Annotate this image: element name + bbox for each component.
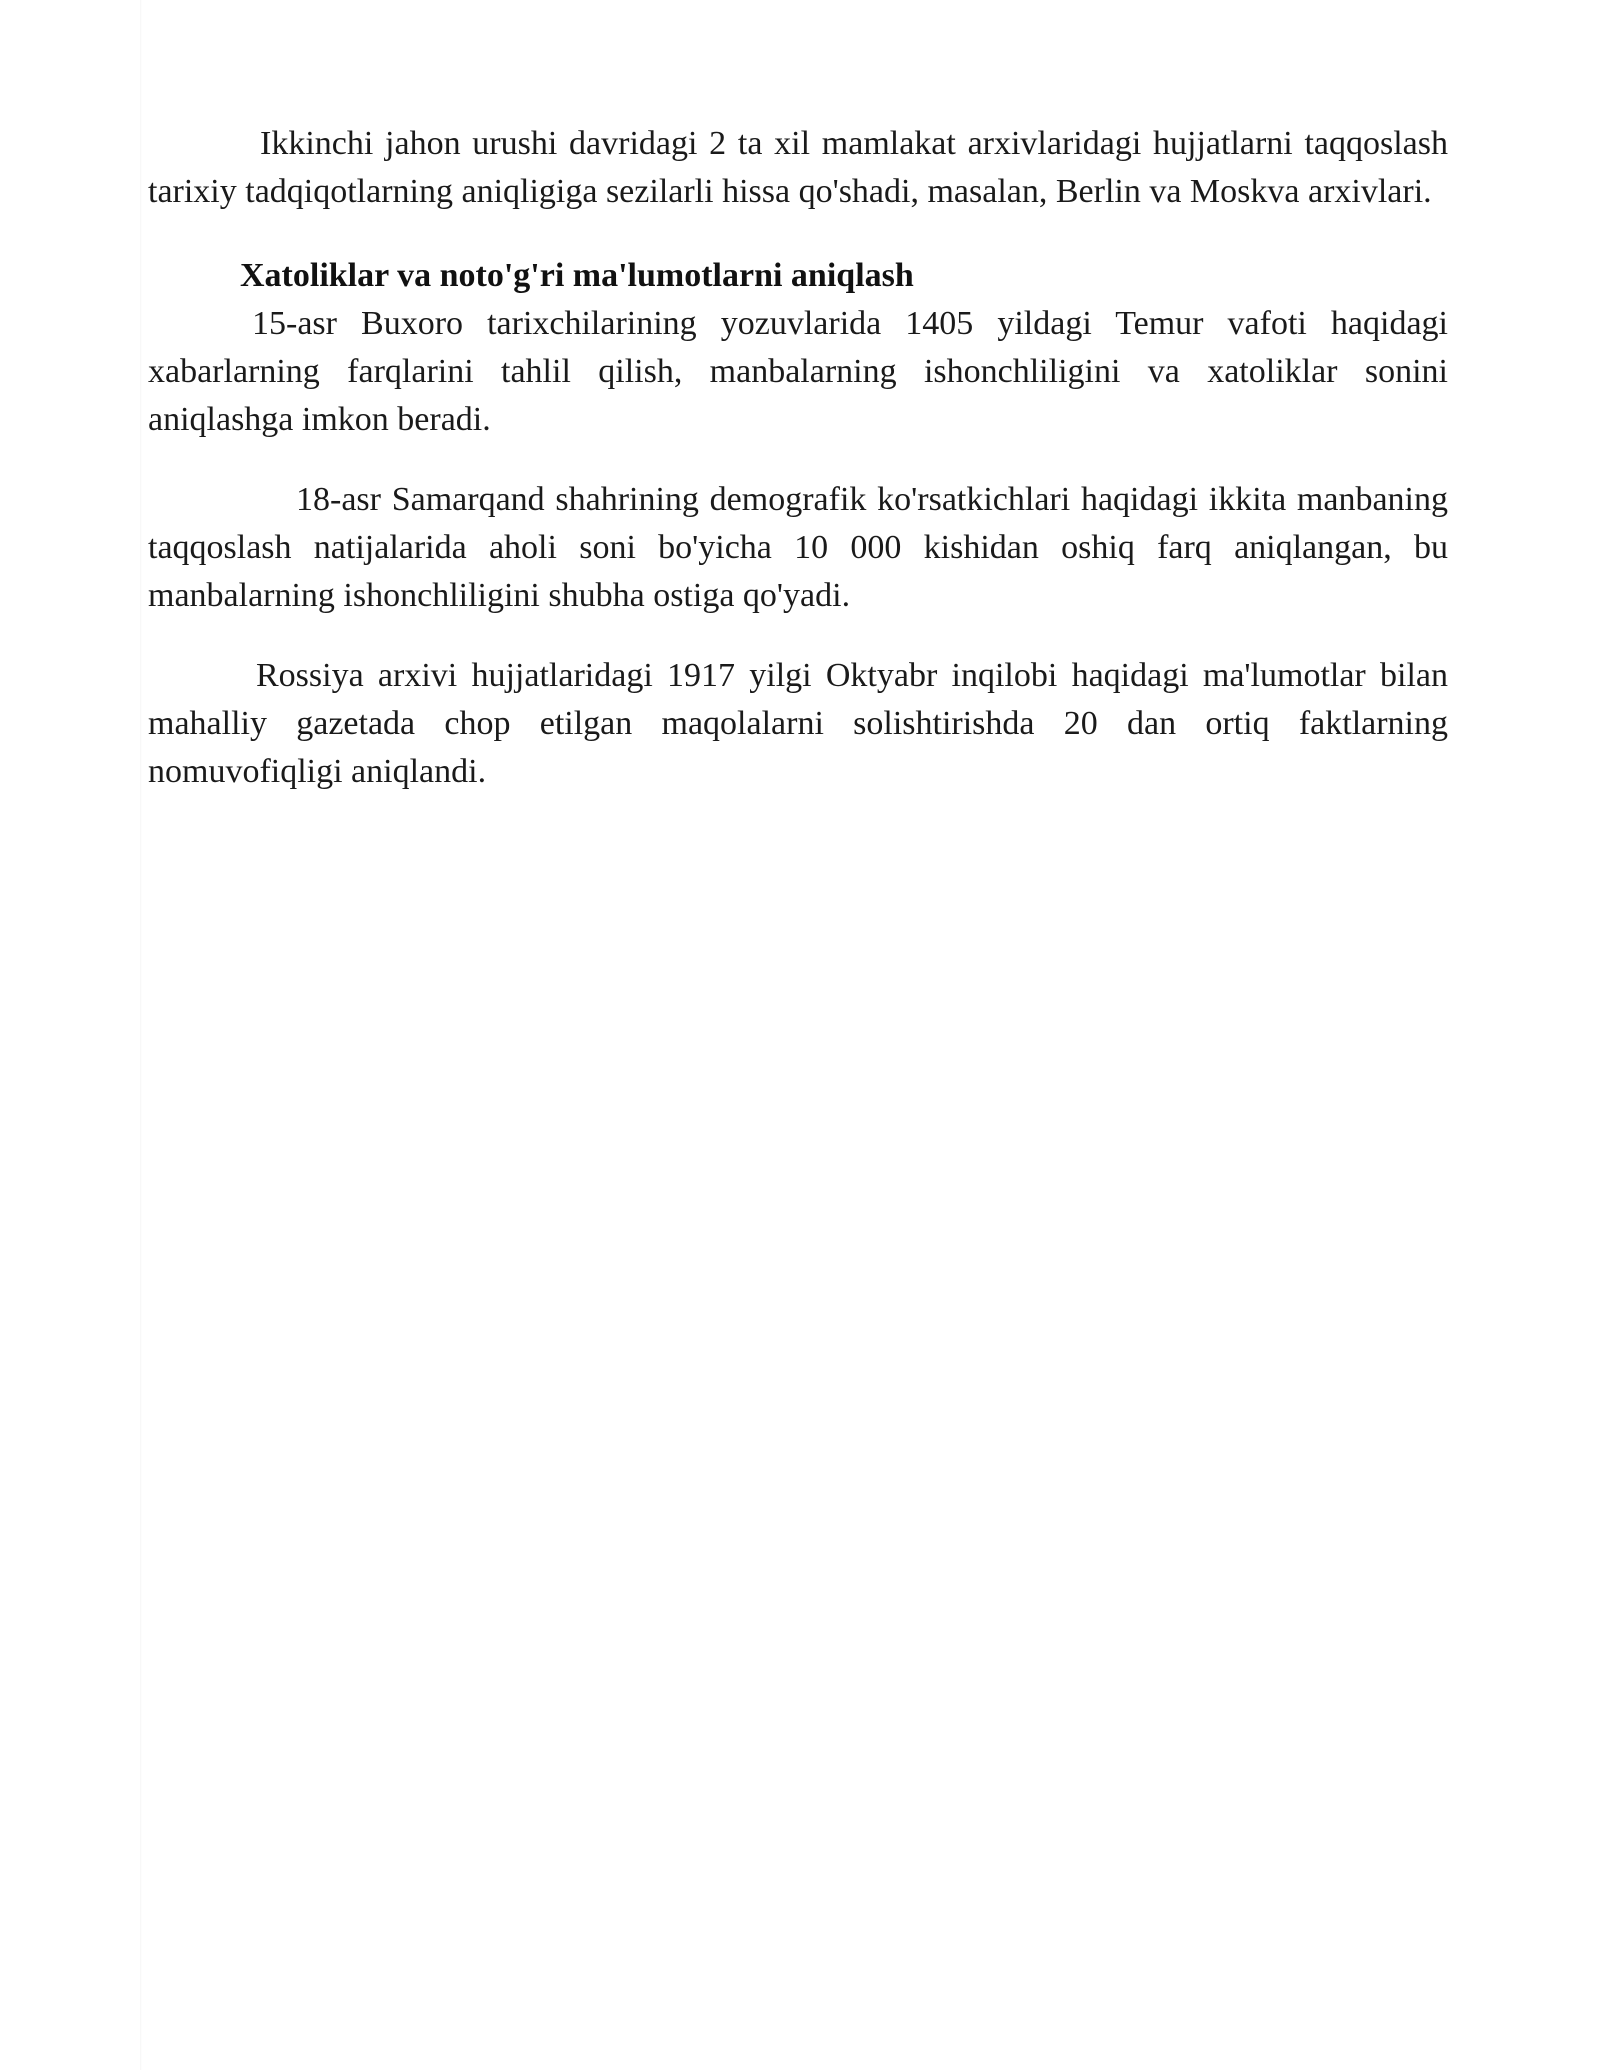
paragraph-bukhara-historians: 15-asr Buxoro tarixchilarining yozuvlarida 1405 yildagi Temur vafoti haqidagi xabarlarning farqlarini tahlil qilish, manbalarning ishonchliligini va xatoliklar sonini aniqlashga imkon beradi.	[148, 305, 1448, 438]
page-margin-shadow	[140, 0, 142, 2070]
section-heading: Xatoliklar va noto'g'ri ma'lumotlarni aniqlash	[240, 257, 914, 294]
paragraph-october-revolution: Rossiya arxivi hujjatlaridagi 1917 yilgi Oktyabr inqilobi haqidagi ma'lumotlar bilan mahalliy gazetada chop etilgan maqolalarni solishtirishda 20 dan ortiq faktlarning nomuvofiqligi aniqlandi.	[148, 657, 1448, 790]
paragraph-samarkand-demographics: 18-asr Samarqand shahrining demografik ko'rsatkichlari haqidagi ikkita manbaning taqqoslash natijalarida aholi soni bo'yicha 10 000 kishidan oshiq farq aniqlangan, bu manbalarning ishonchliligini shubha ostiga qo'yadi.	[148, 481, 1448, 614]
paragraph-archives-comparison: Ikkinchi jahon urushi davridagi 2 ta xil mamlakat arxivlaridagi hujjatlarni taqqoslash tarixiy tadqiqotlarning aniqligiga sezilarli hissa qo'shadi, masalan, Berlin va Moskva arxivlari.	[148, 125, 1448, 210]
document-body	[148, 120, 1448, 796]
